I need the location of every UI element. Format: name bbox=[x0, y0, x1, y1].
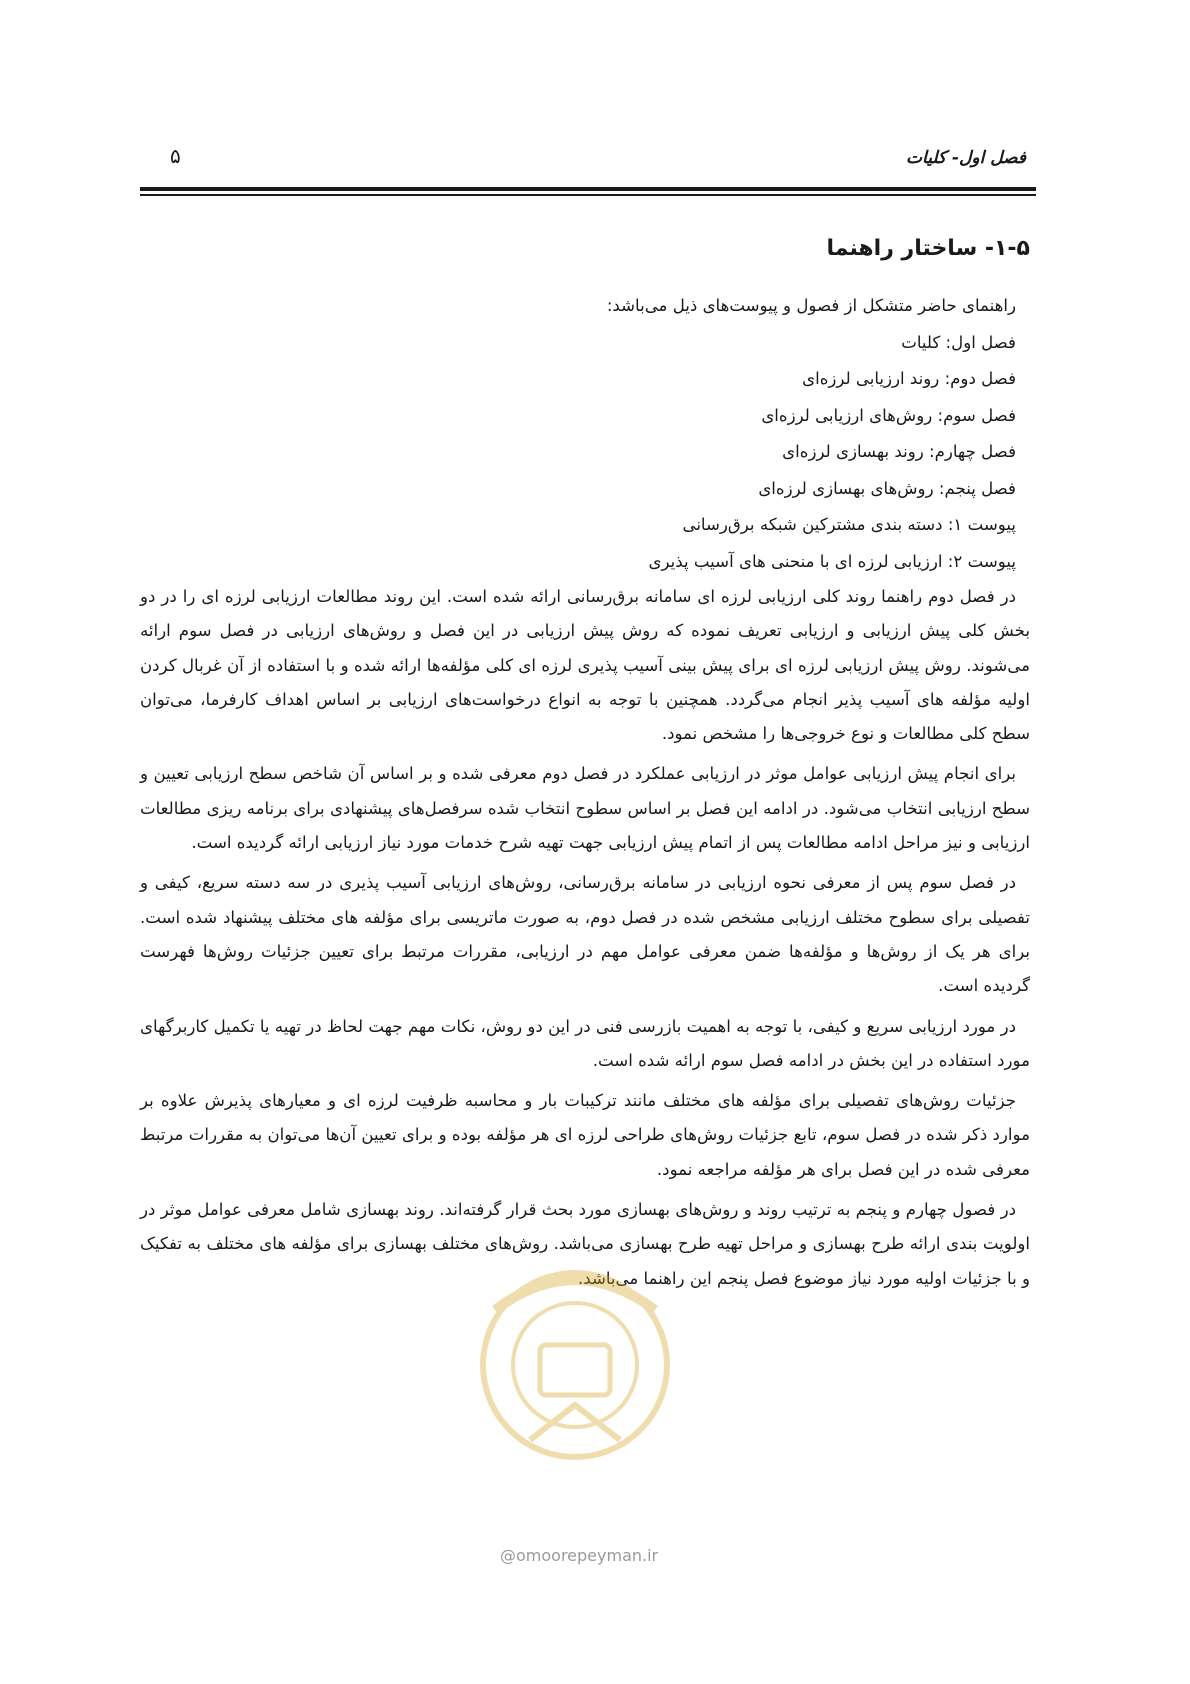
body-paragraph: جزئیات روش‌های تفصیلی برای مؤلفه های مختلف مانند ترکیبات بار و محاسبه ظرفیت لرزه ای و معیارهای پذیرش علاوه بر موارد ذکر شده در فصل سوم، تابع جزئیات روش‌های طراحی لرزه ای هر مؤلفه بوده و برای تعیین آن‌ها می‌توان به مقررات مرتبط معرفی شده در این فصل برای هر مؤلفه مراجعه نمود. bbox=[140, 1091, 1030, 1179]
toc-item: فصل پنجم: روش‌های بهسازی لرزه‌ای bbox=[758, 478, 1016, 498]
intro-text: راهنمای حاضر متشکل از فصول و پیوست‌های ذیل می‌باشد: bbox=[606, 296, 1016, 315]
body-paragraphs bbox=[140, 580, 1030, 1296]
section-content bbox=[140, 232, 1030, 1296]
page-header bbox=[140, 138, 1036, 178]
toc-item: فصل چهارم: روند بهسازی لرزه‌ای bbox=[782, 442, 1016, 461]
body-paragraph: در مورد ارزیابی سریع و کیفی، با توجه به اهمیت بازرسی فنی در این دو روش، نکات مهم جهت لحاظ در تهیه یا تکمیل کاربرگهای مورد استفاده در این بخش در ادامه فصل سوم ارائه شده است. bbox=[140, 1016, 1030, 1070]
running-title: فصل اول- کلیات bbox=[906, 148, 1026, 168]
toc-item: فصل دوم: روند ارزیابی لرزه‌ای bbox=[802, 369, 1016, 388]
section-heading: ۱-۵- ساختار راهنما bbox=[826, 236, 1030, 261]
toc-list bbox=[140, 325, 1030, 581]
header-rule-thin bbox=[140, 194, 1036, 196]
body-paragraph: در فصول چهارم و پنجم به ترتیب روند و روش‌های بهسازی مورد بحث قرار گرفته‌اند. روند بهسازی شامل معرفی عوامل موثر در اولویت بندی ارائه طرح بهسازی و مراحل تهیه طرح بهسازی می‌باشد. روش‌های مختلف بهسازی برای مؤلفه های مختلف به تفکیک و با جزئیات اولیه مورد نیاز موضوع فصل پنجم این راهنما می‌باشد. bbox=[140, 1200, 1030, 1288]
page-number: ۵ bbox=[170, 144, 181, 168]
body-paragraph: در فصل دوم راهنما روند کلی ارزیابی لرزه ای سامانه برق‌رسانی ارائه شده است. این روند مطالعات ارزیابی لرزه ای را در دو بخش کلی پیش ارزیابی و ارزیابی تعریف نموده که روش پیش ارزیابی در این فصل و روش‌های ارزیابی در فصل سوم ارائه می‌شوند. روش پیش ارزیابی لرزه ای برای پیش بینی آسیب پذیری لرزه ای کلی مؤلفه‌ها ارائه شده و با استفاده از آن غربال کردن اولیه مؤلفه های آسیب پذیر انجام می‌گردد. همچنین با توجه به انواع درخواست‌های ارزیابی بر اساس اهداف کارفرما، می‌توان سطح کلی مطالعات و نوع خروجی‌ها را مشخص نمود. bbox=[140, 587, 1030, 744]
header-rule-thick bbox=[140, 187, 1036, 191]
toc-item: فصل اول: کلیات bbox=[901, 332, 1016, 352]
body-paragraph: برای انجام پیش ارزیابی عوامل موثر در ارزیابی عملکرد در فصل دوم معرفی شده و بر اساس آن شاخص سطح ارزیابی تعیین و سطح ارزیابی انتخاب می‌شود. در ادامه این فصل بر اساس سطوح انتخاب شده سرفصل‌های پیشنهادی برای برنامه ریزی مطالعات ارزیابی و نیز مراحل ادامه مطالعات پس از اتمام پیش ارزیابی جهت تهیه شرح خدمات مورد نیاز ارزیابی ارائه گردیده است. bbox=[140, 764, 1030, 853]
toc-item: فصل سوم: روش‌های ارزیابی لرزه‌ای bbox=[761, 405, 1016, 425]
watermark-url-text: omoorepeyman.ir bbox=[516, 1546, 659, 1565]
at-icon: @ bbox=[500, 1546, 516, 1565]
toc-item: پیوست ۲: ارزیابی لرزه ای با منحنی های آسیب پذیری bbox=[648, 551, 1016, 571]
watermark-url bbox=[500, 1546, 658, 1565]
body-paragraph: در فصل سوم پس از معرفی نحوه ارزیابی در سامانه برق‌رسانی، روش‌های ارزیابی آسیب پذیری در سه دسته سریع، کیفی و تفصیلی برای سطوح مختلف ارزیابی مشخص شده در فصل دوم، به صورت ماتریسی برای مؤلفه های مختلف پیشنهاد شده است. برای هر یک از روش‌ها و مؤلفه‌ها ضمن معرفی عوامل مهم در ارزیابی، مقررات مرتبط برای تعیین جزئیات روش‌ها فهرست گردیده است. bbox=[140, 873, 1030, 996]
toc-item: پیوست ۱: دسته بندی مشترکین شبکه برق‌رسانی bbox=[682, 515, 1016, 534]
